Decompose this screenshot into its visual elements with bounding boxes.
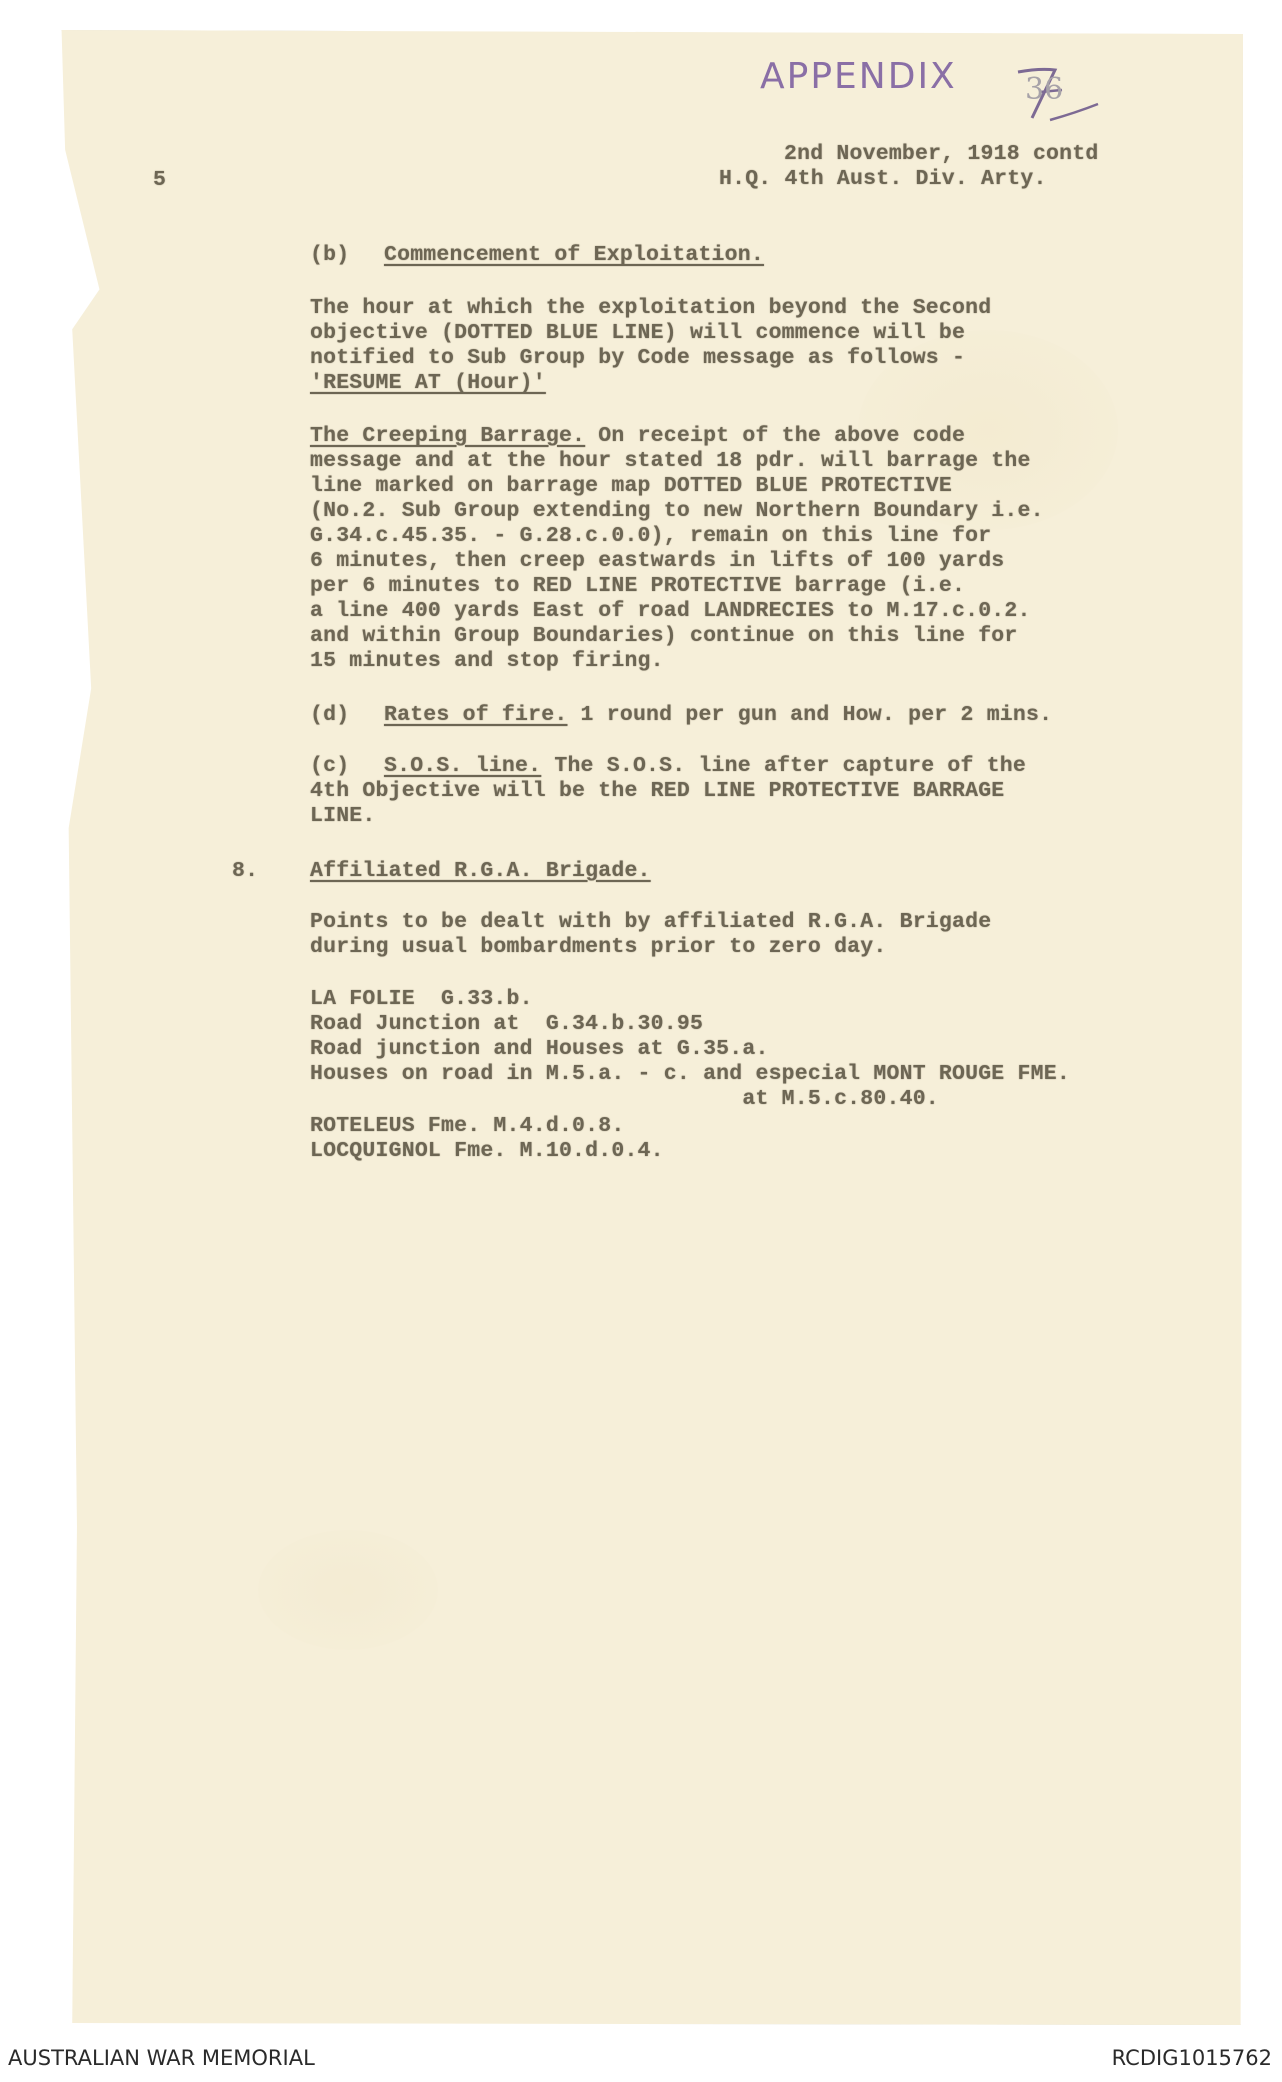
section-e-label: (c) <box>310 754 350 778</box>
creeping-heading: The Creeping Barrage. <box>310 424 586 448</box>
section-b-heading: Commencement of Exploitation. <box>384 243 764 267</box>
creeping-line: 6 minutes, then creep eastwards in lifts of 100 yards <box>310 549 1005 573</box>
creeping-line: a line 400 yards East of road LANDRECIES to M.17.c.0.2. <box>310 599 1031 623</box>
section-8-number: 8. <box>232 859 259 883</box>
page-number: 5 <box>153 168 167 192</box>
unit-line: H.Q. 4th Aust. Div. Arty. <box>719 167 1047 191</box>
appendix-stamp <box>760 56 957 97</box>
section-b-line-2: objective (DOTTED BLUE LINE) will commence will be <box>310 321 966 345</box>
creeping-first-line: On receipt of the above code <box>585 424 966 448</box>
section-d-text: 1 round per gun and How. per 2 mins. <box>567 703 1053 727</box>
target-item: ROTELEUS Fme. M.4.d.0.8. <box>310 1114 625 1138</box>
target-item: Houses on road in M.5.a. - c. and especial MONT ROUGE FME. <box>310 1062 1070 1086</box>
section-8-heading: Affiliated R.G.A. Brigade. <box>310 859 651 883</box>
section-e-line: LINE. <box>310 804 376 828</box>
section-e-line-1 <box>384 754 1026 780</box>
section-8-line: Points to be dealt with by affiliated R.G.A. Brigade <box>310 910 992 934</box>
section-e-heading: S.O.S. line. <box>384 754 542 778</box>
target-item: at M.5.c.80.40. <box>310 1087 939 1111</box>
creeping-line: message and at the hour stated 18 pdr. will barrage the <box>310 449 1031 473</box>
creeping-line-1 <box>310 424 965 450</box>
date-line: 2nd November, 1918 contd <box>784 142 1099 166</box>
section-d-line <box>384 703 1052 729</box>
target-item: Road Junction at G.34.b.30.95 <box>310 1012 704 1036</box>
creeping-line: G.34.c.45.35. - G.28.c.0.0), remain on this line for <box>310 524 992 548</box>
code-message: 'RESUME AT (Hour)' <box>310 371 546 395</box>
creeping-line: 15 minutes and stop firing. <box>310 649 664 673</box>
paper-stain <box>258 1530 438 1650</box>
stamp-text: APPENDIX <box>760 56 957 97</box>
section-8-line: during usual bombardments prior to zero day. <box>310 935 887 959</box>
section-e-first-line: The S.O.S. line after capture of the <box>541 754 1027 778</box>
footer-record-id: RCDIG1015762 <box>1111 2046 1272 2070</box>
creeping-line: and within Group Boundaries) continue on this line for <box>310 624 1018 648</box>
section-b-line-1: The hour at which the exploitation beyond the Second <box>310 296 992 320</box>
folio-number: 36 <box>1025 72 1064 107</box>
section-d-heading: Rates of fire. <box>384 703 568 727</box>
section-b-line-3: notified to Sub Group by Code message as follows - <box>310 346 966 370</box>
target-item: LA FOLIE G.33.b. <box>310 987 533 1011</box>
target-item: Road junction and Houses at G.35.a. <box>310 1037 769 1061</box>
creeping-line: (No.2. Sub Group extending to new Northern Boundary i.e. <box>310 499 1044 523</box>
target-item: LOCQUIGNOL Fme. M.10.d.0.4. <box>310 1139 664 1163</box>
creeping-line: line marked on barrage map DOTTED BLUE PROTECTIVE <box>310 474 953 498</box>
section-d-label: (d) <box>310 703 350 727</box>
creeping-line: per 6 minutes to RED LINE PROTECTIVE barrage (i.e. <box>310 574 966 598</box>
footer-source: AUSTRALIAN WAR MEMORIAL <box>8 2046 315 2070</box>
section-e-line: 4th Objective will be the RED LINE PROTECTIVE BARRAGE <box>310 779 1005 803</box>
section-b-label: (b) <box>310 243 350 267</box>
